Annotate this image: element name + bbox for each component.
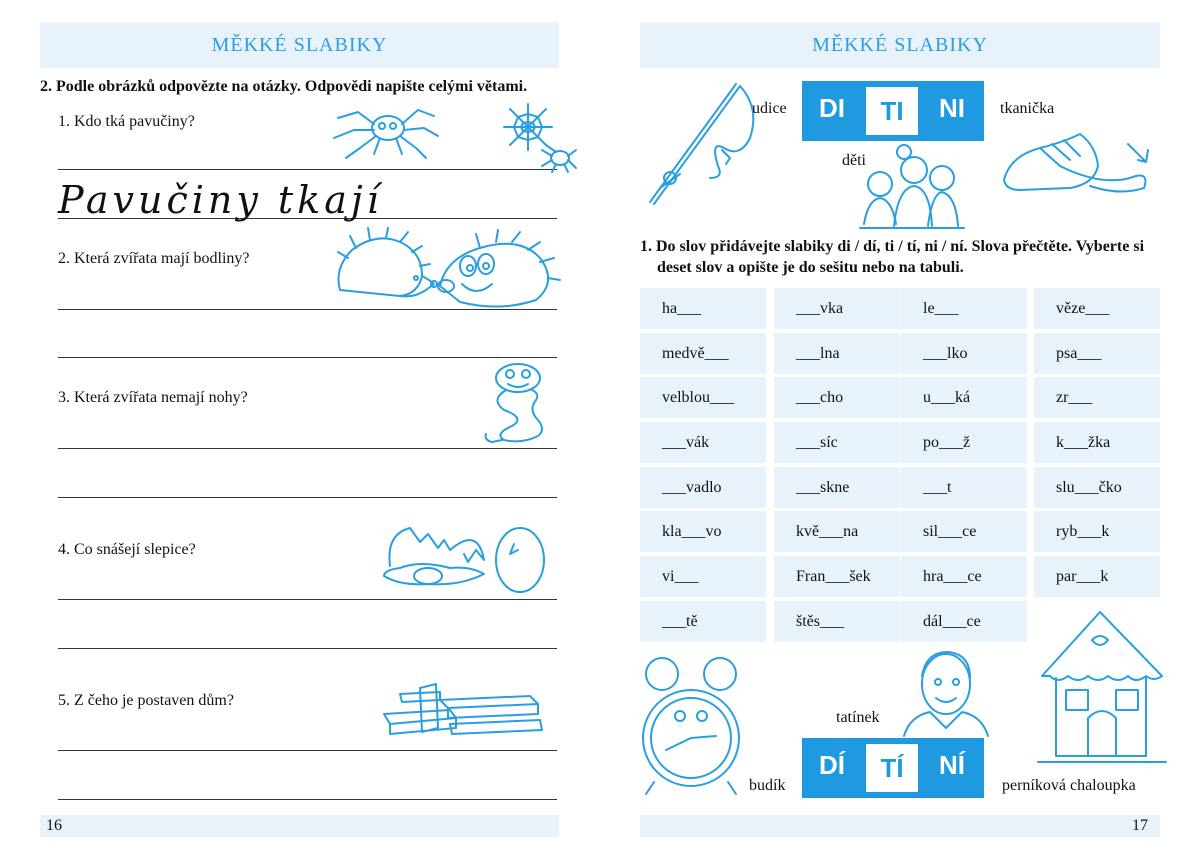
left-page-number: 16 [40,815,559,837]
grid-word: psa___ [1056,345,1102,362]
syllables-di-ti-ni [802,81,984,141]
syllables-di-ti-ni-long [802,738,984,798]
grid-word: velblou___ [662,389,734,406]
grid-word: slu___čko [1056,479,1122,496]
grid-cell[interactable] [640,377,766,418]
father-icon [900,648,990,736]
word-deti: děti [842,152,866,169]
grid-word: po___ž [923,434,971,451]
grid-word: ryb___k [1056,523,1110,540]
grid-cell[interactable] [1034,288,1160,329]
grid-word: ___síc [796,434,838,451]
grid-cell[interactable] [901,556,1027,597]
word-tatinek: tatínek [836,709,880,726]
grid-word: ___lna [796,345,840,362]
question-4: 4. Co snášejí slepice? [58,541,196,558]
bricks-icon [380,680,545,752]
fishing-rod-icon [640,78,760,206]
grid-cell[interactable] [774,601,900,642]
question-1: 1. Kdo tká pavučiny? [58,113,195,130]
answer-line[interactable] [58,648,557,649]
word-tkanicka: tkanička [1000,100,1055,117]
grid-cell[interactable] [1034,333,1160,374]
grid-word: ha___ [662,300,702,317]
grid-cell[interactable] [640,601,766,642]
right-task-line-1: 1. Do slov přidávejte slabiky di / dí, ti / tí, ni / ní. Slova přečtěte. Vyberte si [640,238,1145,255]
grid-word: sil___ce [923,523,977,540]
grid-word: par___k [1056,568,1109,585]
grid-word: ___tě [662,613,698,630]
grid-word: ___vadlo [662,479,722,496]
grid-cell[interactable] [901,377,1027,418]
grid-cell[interactable] [1034,377,1160,418]
grid-word: kvě___na [796,523,859,540]
grid-cell[interactable] [774,288,900,329]
syllable-ni-long: NÍ [939,750,965,780]
grid-word: ___cho [796,389,844,406]
syllable-di-long: DÍ [819,750,845,780]
grid-word: zr___ [1056,389,1093,406]
gingerbread-house-icon [1036,606,1168,768]
question-2: 2. Která zvířata mají bodliny? [58,250,250,267]
spider-icon [330,104,440,160]
word-budik: budík [749,777,786,794]
syllable-di: DI [819,93,845,123]
grid-cell[interactable] [1034,467,1160,508]
grid-word: ___lko [923,345,968,362]
grid-cell[interactable] [901,511,1027,552]
word-udice: udice [752,100,787,117]
children-icon [858,144,966,230]
right-page-header: MĚKKÉ SLABIKY [640,22,1160,68]
grid-cell[interactable] [901,288,1027,329]
answer-line[interactable] [58,169,557,170]
syllable-ti: TI [866,87,918,135]
grid-cell[interactable] [1034,556,1160,597]
grid-cell[interactable] [640,556,766,597]
grid-word: k___žka [1056,434,1111,451]
grid-word: Fran___šek [796,568,871,585]
grid-cell[interactable] [901,333,1027,374]
grid-cell[interactable] [774,511,900,552]
question-5: 5. Z čeho je postaven dům? [58,692,234,709]
snake-icon [482,360,554,446]
grid-cell[interactable] [640,422,766,463]
grid-word: věze___ [1056,300,1110,317]
grid-word: ___skne [796,479,850,496]
handwritten-answer: Pavučiny tkají [58,178,383,222]
alarm-clock-icon [636,652,746,797]
grid-word: ___vák [662,434,710,451]
grid-word: hra___ce [923,568,982,585]
answer-line[interactable] [58,448,557,449]
right-page-number: 17 [640,815,1160,837]
answer-line[interactable] [58,357,557,358]
syllable-ti-long: TÍ [866,744,918,792]
answer-line[interactable] [58,497,557,498]
grid-word: vi___ [662,568,699,585]
eggs-icon [380,520,550,598]
grid-word: le___ [923,300,959,317]
syllable-ni: NI [939,93,965,123]
grid-cell[interactable] [774,422,900,463]
hedgehog-icon [330,228,560,308]
grid-cell[interactable] [901,467,1027,508]
grid-word: dál___ce [923,613,981,630]
question-3: 3. Která zvířata nemají nohy? [58,389,248,406]
answer-line[interactable] [58,599,557,600]
right-task-line-2: deset slov a opište je do sešitu nebo na tabuli. [657,259,964,276]
grid-cell[interactable] [640,511,766,552]
grid-cell[interactable] [901,422,1027,463]
left-task-instruction: 2. Podle obrázků odpovězte na otázky. Odpovědi napište celými větami. [40,78,528,95]
shoe-icon [1000,126,1165,198]
grid-word: kla___vo [662,523,722,540]
grid-cell[interactable] [774,556,900,597]
grid-cell[interactable] [640,467,766,508]
grid-word: ___vka [796,300,844,317]
grid-cell[interactable] [774,333,900,374]
grid-word: ___t [923,479,952,496]
grid-cell[interactable] [640,333,766,374]
grid-cell[interactable] [774,377,900,418]
spider-web-icon [498,100,578,175]
answer-line[interactable] [58,309,557,310]
grid-cell[interactable] [640,288,766,329]
grid-word: štěs___ [796,613,844,630]
grid-word: u___ká [923,389,971,406]
grid-cell[interactable] [774,467,900,508]
grid-cell[interactable] [1034,511,1160,552]
grid-cell[interactable] [1034,422,1160,463]
answer-line[interactable] [58,799,557,800]
left-page-header: MĚKKÉ SLABIKY [40,22,559,68]
word-pernikova-chaloupka: perníková chaloupka [1002,777,1136,794]
grid-word: medvě___ [662,345,729,362]
grid-cell[interactable] [901,601,1027,642]
